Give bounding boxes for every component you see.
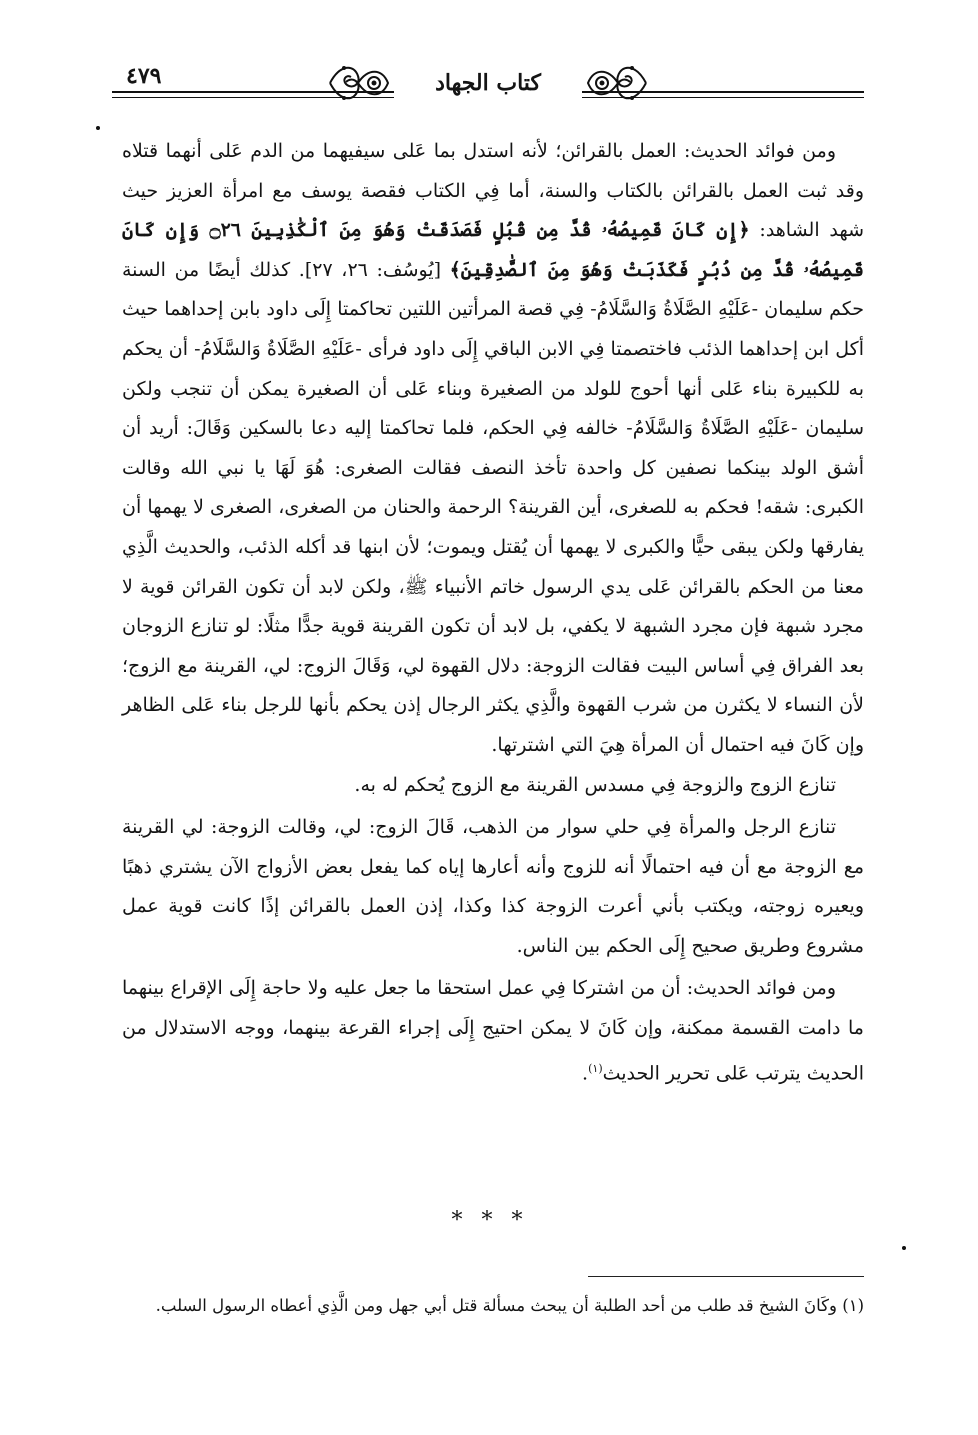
- margin-dot: [96, 126, 100, 130]
- text-run: [يُوسُف: ٢٦، ٢٧]. كذلك أيضًا من السنة حكم سليمان -عَلَيْهِ الصَّلَاةُ وَالسَّلَامُ- فِي قصة المرأتين اللتين تحاكمتا إِلَى داود بابن إحداهما حيث أكل ابن إحداهما الذئب فاختصمتا فِي الابن الباقي إِلَى داود فرأى -عَلَيْهِ الصَّلَاةُ وَالسَّلَامُ- أن يحكم به للكبيرة بناء عَلى أنها أحوج للولد من الصغيرة وبناء عَلى أن الصغيرة يمكن أن تنجب ولكن سليمان -عَلَيْهِ الصَّلَاةُ وَالسَّلَامُ- خالفه فِي الحكم، فلما تحاكمتا إليه دعا بالسكين وَقَالَ: أريد أن أشق الولد بينكما نصفين كل واحدة تأخذ النصف فقالت الصغرى: هُوَ لَهَا يا نبي الله وقالت الكبرى: شقه! فحكم به للصغرى، أين القرينة؟ الرحمة والحنان من الصغرى، الصغرى لا يهمها أن يفارقها ولكن يبقى حيًّا والكبرى لا يهمها أن يُقتل ويموت؛ لأن ابنها قد أكله الذئب، والحديث الَّذِي معنا من الحكم بالقرائن عَلى يدي الرسول خاتم الأنبياء ﷺ، ولكن لابد أن تكون القرائن قوية لا مجرد شبهة فإن مجرد الشبهة لا يكفي، بل لابد أن تكون القرينة قوية جدًّا مثلًا: لو تنازع الزوجان بعد الفراق فِي أساس البيت فقالت الزوجة: دلال القهوة لي، وَقَالَ الزوج: لي، القرينة مع الزوج؛ لأن النساء لا يكثرن من شرب القهوة والَّذِي يكثر الرجال إذن يحكم بأنها للرجل بناء عَلى الظاهر وإن كَانَ فيه احتمال أن المرأة هِيَ التي اشترتها.: [122, 258, 864, 756]
- left-ornament-icon: [324, 58, 394, 108]
- footnote: (١) وكَانَ الشيخ قد طلب من أحد الطلبة أن يبحث مسألة قتل أبي جهل ومن الَّذِي أعطاه الرسول السلب.: [155, 1296, 864, 1315]
- paragraph: [122, 766, 864, 806]
- section-separator: * * *: [451, 1208, 529, 1233]
- main-text: [122, 132, 864, 1094]
- chapter-title: كتاب الجهاد: [394, 68, 582, 98]
- right-ornament-icon: [582, 58, 652, 108]
- text-run: تنازع الزوج والزوجة فِي مسدس القرينة مع الزوج يُحكم له به.: [354, 773, 836, 796]
- margin-dot: [902, 1246, 906, 1250]
- page-header: [112, 58, 864, 108]
- footnote-marker: (١): [588, 1061, 603, 1075]
- text-run: تنازع الرجل والمرأة فِي حلي سوار من الذهب، قَالَ الزوج: لي، وقالت الزوجة: لي القرينة مع الزوجة مع أن فيه احتمالًا أنه للزوج وأنه أعارها إياه كما يفعل بعض الأزواج الآن يشتري ذهبًا ويعيره زوجته، ويكتب بأني أعرت الزوجة كذا وكذا، إذن العمل بالقرائن إذًا كانت قوية عمل مشروع وطريق صحيح إِلَى الحكم بين الناس.: [122, 816, 864, 957]
- footnote-rule: [588, 1276, 864, 1277]
- text-run: ومن فوائد الحديث: أن من اشتركا فِي عمل استحقا ما جعل عليه ولا حاجة إِلَى الإقراع بينهما ما دامت القسمة ممكنة، وإن كَانَ لا يمكن احتيج إِلَى إجراء القرعة بينهما، ووجه الاستدلال من الحديث يترتب عَلى تحرير الحديث: [122, 977, 864, 1084]
- text-run: .: [582, 1061, 589, 1084]
- quran-verse: ﴿إِن كَانَ قَمِيصُهُۥ قُدَّ مِن قُبُلٍ فَصَدَقَتْ وَهُوَ مِنَ ٱلْكَٰذِبِينَ ۝٢٦ وَإِن كَانَ قَمِيصُهُۥ قُدَّ مِن دُبُرٍ فَكَذَبَتْ وَهُوَ مِنَ ٱلصَّٰدِقِينَ﴾: [122, 219, 864, 281]
- paragraph: [122, 969, 864, 1093]
- page-number: ٤٧٩: [120, 62, 167, 90]
- paragraph: [122, 808, 864, 966]
- text-run: ومن فوائد الحديث: العمل بالقرائن؛ لأنه استدل بما عَلى سيفيهما من الدم عَلى أنهما قتلاه وقد ثبت العمل بالقرائن بالكتاب والسنة، أما فِي الكتاب فقصة يوسف مع امرأة العزيز حيث شهد الشاهد:: [122, 140, 865, 242]
- paragraph: [122, 132, 864, 766]
